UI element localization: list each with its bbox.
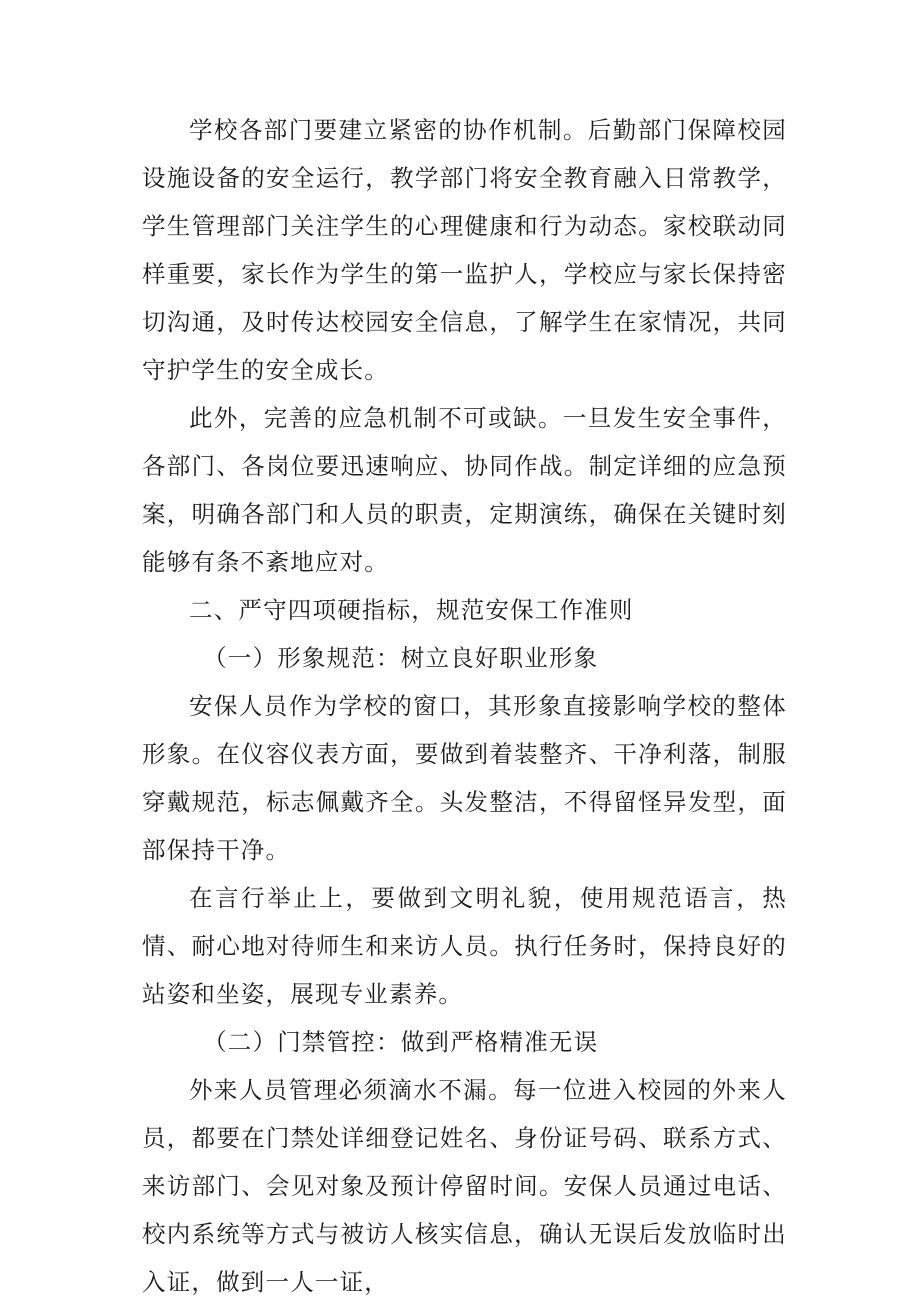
paragraph-visitor-management: 外来人员管理必须滴水不漏。每一位进入校园的外来人员，都要在门禁处详细登记姓名、身份证号码、联系方式、来访部门、会见对象及预计停留时间。安保人员通过电话、校内系统等方式与被访人核实信息，确认无误后发放临时出入证，做到一人一证， (142, 1076, 787, 1296)
paragraph-emergency-mechanism: 此外，完善的应急机制不可或缺。一旦发生安全事件，各部门、各岗位要迅速响应、协同作战。制定详细的应急预案，明确各部门和人员的职责，定期演练，确保在关键时刻能够有条不紊地应对。 (142, 404, 787, 576)
paragraph-appearance: 安保人员作为学校的窗口，其形象直接影响学校的整体形象。在仪容仪表方面，要做到着装整齐、干净利落，制服穿戴规范，标志佩戴齐全。头发整洁，不得留怪异发型，面部保持干净。 (142, 692, 787, 864)
subsection-heading-access-control: （二）门禁管控：做到严格精准无误 (203, 1028, 599, 1056)
document-body (142, 106, 787, 1306)
paragraph-conduct: 在言行举止上，要做到文明礼貌，使用规范语言，热情、耐心地对待师生和来访人员。执行任务时，保持良好的站姿和坐姿，展现专业素养。 (142, 884, 787, 1008)
paragraph-collaboration-mechanism: 学校各部门要建立紧密的协作机制。后勤部门保障校园设施设备的安全运行，教学部门将安全教育融入日常教学，学生管理部门关注学生的心理健康和行为动态。家校联动同样重要，家长作为学生的第一监护人，学校应与家长保持密切沟通，及时传达校园安全信息，了解学生在家情况，共同守护学生的安全成长。 (142, 116, 787, 384)
section-heading-two: 二、严守四项硬指标，规范安保工作准则 (189, 596, 634, 624)
subsection-heading-image: （一）形象规范：树立良好职业形象 (203, 644, 599, 672)
